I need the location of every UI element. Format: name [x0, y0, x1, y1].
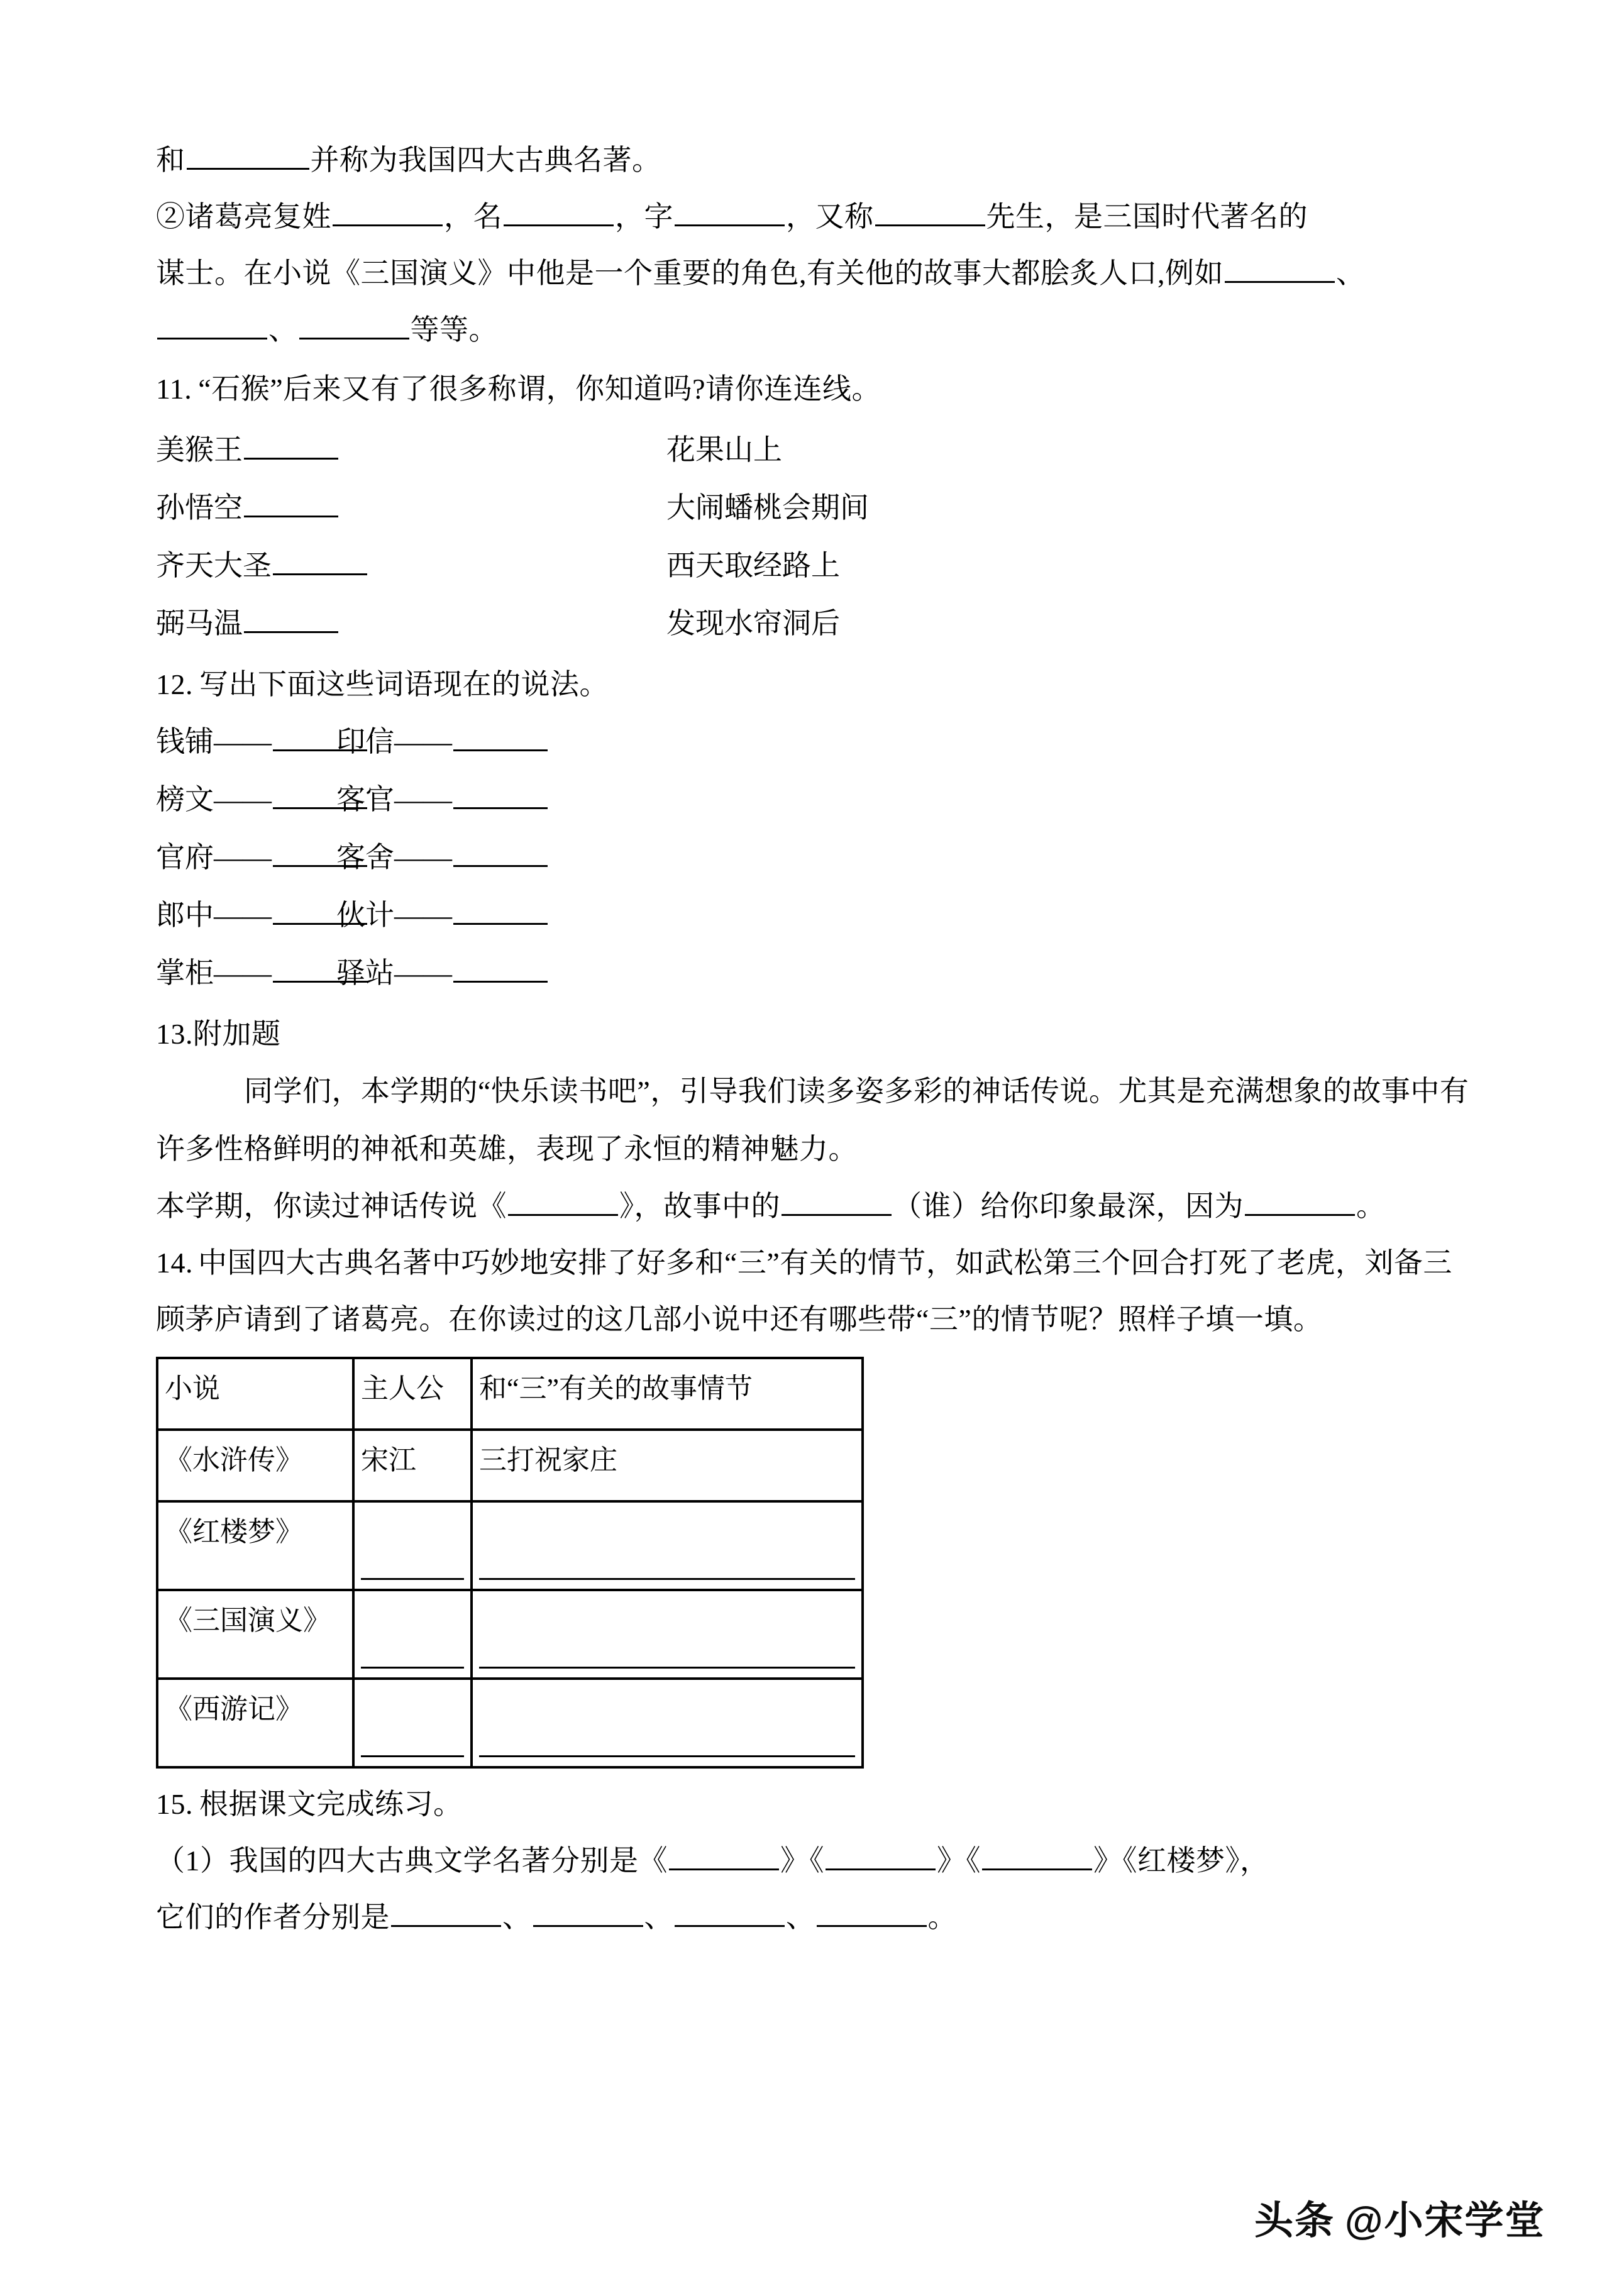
q11-prompt — [156, 361, 1476, 417]
word-row — [156, 713, 1476, 771]
q10-line1-post: 并称为我国四大古典名著。 — [310, 144, 661, 176]
word-dash: —— — [394, 957, 452, 989]
q15-period: 。 — [927, 1901, 957, 1933]
word-dash: —— — [394, 783, 452, 815]
blank-field[interactable] — [453, 722, 548, 751]
table-cell-plot[interactable] — [472, 1679, 863, 1767]
q10-item2-line-3 — [156, 302, 1476, 358]
blank-field[interactable] — [453, 895, 548, 925]
blank-field[interactable] — [453, 837, 548, 867]
q13-heading — [156, 1006, 1476, 1062]
q13-fill-d: 。 — [1356, 1190, 1386, 1222]
q15-dun: 、 — [786, 1901, 815, 1933]
word-dash: —— — [214, 841, 272, 873]
blank-field[interactable] — [675, 197, 785, 226]
blank-field[interactable] — [817, 1897, 927, 1927]
q10-item2-end: 等等。 — [410, 314, 498, 346]
match-row — [156, 537, 1476, 595]
q10-item2-e: 先生，是三国时代著名的 — [986, 201, 1308, 233]
blank-field[interactable] — [361, 1723, 464, 1757]
match-left-label: 美猴王 — [156, 434, 243, 466]
table-header-cell: 主人公 — [353, 1358, 472, 1430]
q13-number: 13. — [156, 1018, 193, 1050]
q15-sub1-b: 》《 — [780, 1845, 824, 1877]
match-right-term[interactable]: 西天取经路上 — [666, 549, 840, 582]
blank-field[interactable] — [244, 430, 338, 460]
q15-sub1-line-2 — [156, 1889, 1476, 1946]
q10-dun-2: 、 — [268, 314, 298, 346]
cell-spacer — [361, 1686, 464, 1719]
word-term: 官府 — [156, 841, 214, 873]
word-term: 印信 — [336, 726, 394, 758]
cell-spacer — [361, 1598, 464, 1630]
word-term: 驿站 — [336, 957, 394, 989]
match-right-term[interactable]: 发现水帘洞后 — [666, 607, 840, 639]
blank-field[interactable] — [244, 604, 338, 633]
q15-sub1-c: 》《 — [937, 1845, 981, 1877]
table-cell-hero[interactable] — [353, 1501, 472, 1590]
blank-field[interactable] — [508, 1186, 618, 1216]
table-cell-hero[interactable] — [353, 1590, 472, 1679]
q15-sub1-line2-label: 它们的作者分别是 — [156, 1901, 390, 1933]
q14-prompt — [156, 1235, 1476, 1348]
blank-field[interactable] — [479, 1723, 855, 1757]
q15-prompt-text: 根据课文完成练习。 — [199, 1788, 463, 1820]
q14-prompt-text: 中国四大古典名著中巧妙地安排了好多和“三”有关的情节，如武松第三个回合打死了老虎，刘备三顾茅庐请到了诸葛亮。在你读过的这几部小说中还有哪些带“三”的情节呢？照样子填一填。 — [156, 1247, 1452, 1335]
cell-spacer — [361, 1509, 464, 1542]
blank-field[interactable] — [875, 197, 985, 226]
q11-match-list — [156, 421, 1476, 653]
cell-spacer — [479, 1509, 855, 1542]
blank-field[interactable] — [982, 1841, 1092, 1870]
table-header-cell: 和“三”有关的故事情节 — [472, 1358, 863, 1430]
word-dash: —— — [214, 726, 272, 758]
match-left-term — [156, 421, 340, 479]
q15-sub1-line-1 — [156, 1833, 1476, 1889]
blank-field[interactable] — [826, 1841, 936, 1870]
word-term: 伙计 — [336, 899, 394, 931]
table-row — [157, 1590, 863, 1679]
word-row — [156, 771, 1476, 829]
watermark-handle: @小宋学堂 — [1345, 2199, 1545, 2243]
match-left-term — [156, 479, 340, 537]
word-dash: —— — [214, 899, 272, 931]
cell-spacer — [479, 1598, 855, 1630]
table-cell-novel: 《水浒传》 — [157, 1430, 353, 1501]
word-term: 榜文 — [156, 783, 214, 815]
q12-number: 12. — [156, 668, 193, 700]
q10-item2-line-1 — [156, 189, 1476, 245]
novel-three-plot-table — [156, 1357, 864, 1769]
q11-number: 11. — [156, 373, 192, 405]
word-term: 郎中 — [156, 899, 214, 931]
blank-field[interactable] — [479, 1545, 855, 1580]
q15-sub1-a: 我国的四大古典文学名著分别是《 — [229, 1845, 668, 1877]
q15-prompt — [156, 1776, 1476, 1833]
blank-field[interactable] — [273, 546, 367, 575]
blank-field[interactable] — [361, 1545, 464, 1580]
table-cell-novel: 《西游记》 — [157, 1679, 353, 1767]
blank-field[interactable] — [533, 1897, 643, 1927]
match-left-label: 弼马温 — [156, 607, 243, 639]
match-left-term — [156, 537, 368, 595]
table-header-cell: 小说 — [157, 1358, 353, 1430]
table-cell-plot[interactable] — [472, 1590, 863, 1679]
blank-field[interactable] — [675, 1897, 785, 1927]
blank-field[interactable] — [333, 197, 443, 226]
blank-field[interactable] — [157, 310, 267, 339]
blank-field[interactable] — [244, 488, 338, 517]
word-row — [156, 886, 1476, 944]
blank-field[interactable] — [391, 1897, 501, 1927]
blank-field[interactable] — [453, 953, 548, 983]
q15-dun: 、 — [644, 1901, 673, 1933]
blank-field[interactable] — [669, 1841, 779, 1870]
table-cell-plot[interactable] — [472, 1501, 863, 1590]
word-item — [336, 886, 549, 944]
blank-field[interactable] — [1225, 253, 1335, 283]
worksheet-content — [156, 132, 1476, 1946]
q10-line-1 — [156, 132, 1476, 189]
q15-dun: 、 — [502, 1901, 532, 1933]
word-dash: —— — [214, 957, 272, 989]
blank-field[interactable] — [361, 1634, 464, 1669]
blank-field[interactable] — [299, 310, 409, 339]
word-dash: —— — [394, 899, 452, 931]
word-term: 掌柜 — [156, 957, 214, 989]
q10-item2-marker: ② — [156, 201, 185, 233]
match-row — [156, 595, 1476, 653]
blank-field[interactable] — [479, 1634, 855, 1669]
q10-item2-b: ，名 — [444, 201, 502, 233]
q12-word-list — [156, 713, 1476, 1002]
blank-field[interactable] — [504, 197, 614, 226]
q10-item2-d: ，又称 — [786, 201, 874, 233]
q13-fill-b: 》，故事中的 — [619, 1190, 780, 1222]
blank-field[interactable] — [187, 140, 309, 170]
q15-sub1-d: 》《红楼梦》， — [1093, 1845, 1269, 1877]
word-term: 客官 — [336, 783, 394, 815]
word-item — [336, 771, 549, 829]
word-item — [336, 829, 549, 886]
q12-prompt-text: 写出下面这些词语现在的说法。 — [199, 668, 609, 700]
q13-paragraph: 同学们，本学期的“快乐读书吧”，引导我们读多姿多彩的神话传说。尤其是充满想象的故事中有许多性格鲜明的神祇和英雄，表现了永恒的精神魅力。 — [156, 1075, 1469, 1165]
q10-item2-a: 诸葛亮复姓 — [185, 201, 331, 233]
q13-fill-line — [156, 1178, 1476, 1235]
blank-field[interactable] — [453, 780, 548, 809]
word-dash: —— — [394, 841, 452, 873]
watermark-brand: 头条 — [1254, 2199, 1335, 2243]
q15-number: 15. — [156, 1788, 193, 1820]
table-cell-plot: 三打祝家庄 — [472, 1430, 863, 1501]
match-left-label: 齐天大圣 — [156, 549, 272, 582]
q10-item2-line2-text: 谋士。在小说《三国演义》中他是一个重要的角色,有关他的故事大都脍炙人口,例如 — [156, 257, 1224, 289]
match-right-term[interactable]: 花果山上 — [666, 434, 782, 466]
watermark — [1254, 2189, 1545, 2245]
word-dash: —— — [394, 726, 452, 758]
match-row — [156, 421, 1476, 479]
word-term: 客舍 — [336, 841, 394, 873]
table-cell-hero[interactable] — [353, 1679, 472, 1767]
q10-line1-pre: 和 — [156, 144, 185, 176]
q10-item2-line-2 — [156, 245, 1476, 302]
table-cell-hero: 宋江 — [353, 1430, 472, 1501]
word-item — [336, 944, 549, 1002]
word-row — [156, 829, 1476, 886]
word-item — [336, 713, 549, 771]
cell-spacer — [479, 1686, 855, 1719]
match-left-term — [156, 595, 340, 653]
q10-item2-c: ，字 — [615, 201, 673, 233]
q13-title: 附加题 — [193, 1018, 281, 1050]
match-right-term[interactable]: 大闹蟠桃会期间 — [666, 492, 869, 524]
table-row — [157, 1679, 863, 1767]
q14-number: 14. — [156, 1247, 193, 1279]
q10-dun-1: 、 — [1336, 257, 1366, 289]
word-term: 钱铺 — [156, 726, 214, 758]
q15-sub1-marker: （1） — [156, 1845, 229, 1877]
match-left-label: 孙悟空 — [156, 492, 243, 524]
q13-fill-a: 本学期，你读过神话传说《 — [156, 1190, 507, 1222]
match-row — [156, 479, 1476, 537]
word-row — [156, 944, 1476, 1002]
table-row — [157, 1501, 863, 1590]
word-dash: —— — [214, 783, 272, 815]
table-cell-novel: 《三国演义》 — [157, 1590, 353, 1679]
table-row — [157, 1430, 863, 1501]
table-cell-novel: 《红楼梦》 — [157, 1501, 353, 1590]
blank-field[interactable] — [1245, 1186, 1355, 1216]
blank-field[interactable] — [782, 1186, 892, 1216]
table-header-row — [157, 1358, 863, 1430]
q11-prompt-text: “石猴”后来又有了很多称谓，你知道吗?请你连连线。 — [198, 373, 881, 405]
q12-prompt — [156, 656, 1476, 713]
q13-fill-c: （谁）给你印象最深，因为 — [893, 1190, 1244, 1222]
